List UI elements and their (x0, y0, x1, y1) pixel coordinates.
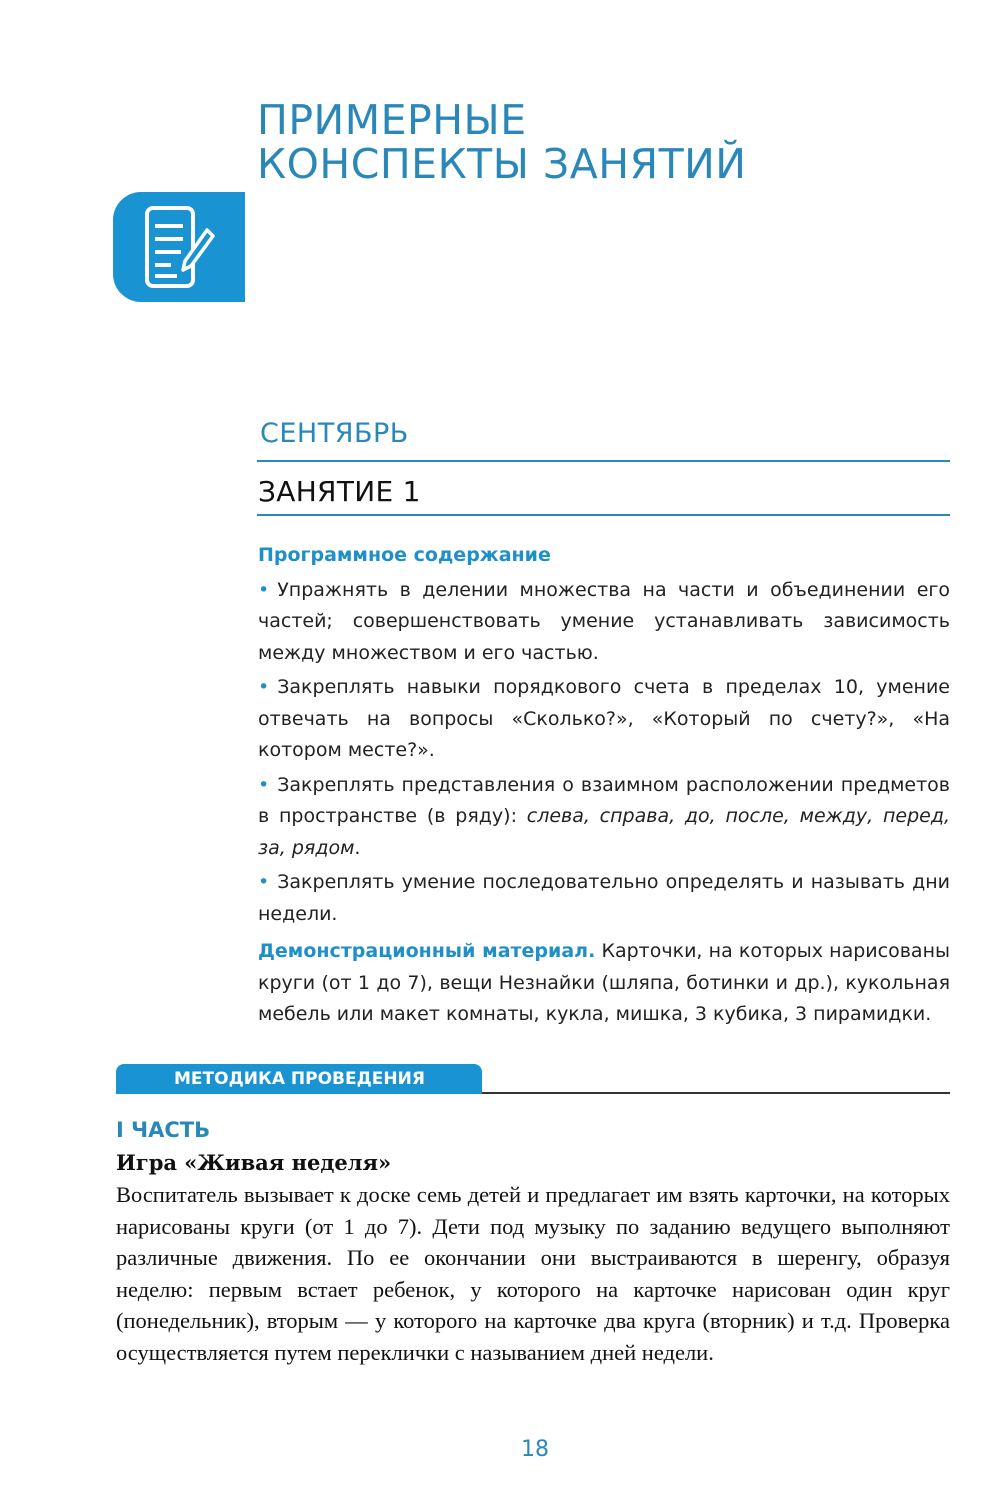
bullet-end: . (354, 836, 361, 859)
bullet-text: Упражнять в делении множества на части и объединении его частей; совершенствовать умение устанавливать зависимость между множеством и его частью. (258, 578, 950, 664)
method-tab: МЕТОДИКА ПРОВЕДЕНИЯ (116, 1064, 482, 1094)
list-item (258, 575, 950, 670)
divider (257, 460, 950, 462)
bullet-text: Закреплять навыки порядкового счета в пределах 10, умение отвечать на вопросы «Сколько?», «Который по счету?», «На котором месте?». (258, 676, 950, 761)
bullet-text: Закреплять представления о взаимном расположении предметов в пространстве (в ряду): (258, 773, 950, 827)
list-item (258, 770, 950, 865)
chapter-title (257, 98, 746, 186)
list-item (258, 672, 950, 767)
divider (257, 514, 950, 516)
lesson-content (258, 540, 950, 1034)
part-heading: I ЧАСТЬ (116, 1118, 211, 1142)
bullet-icon: • (258, 773, 270, 796)
demo-heading: Демонстрационный материал. (258, 940, 596, 962)
game-title: Игра «Живая неделя» (116, 1150, 392, 1175)
bullet-icon: • (258, 578, 270, 601)
demo-text: Карточки, на которых нарисованы круги (от 1 до 7), вещи Незнайки (шляпа, ботинки и др.), кукольная мебель или макет комнаты, кукла, мишка, 3 кубика, 3 пирамидки. (258, 940, 950, 1025)
bullet-text: Закреплять умение последовательно определять и называть дни недели. (258, 871, 950, 925)
bullet-icon: • (258, 871, 270, 893)
bullet-italic-text: слева, справа, до, после, между, перед, за, рядом (258, 805, 950, 859)
program-heading: Программное содержание (258, 544, 551, 566)
lesson-heading: ЗАНЯТИЕ 1 (258, 475, 421, 508)
page-number: 18 (521, 1437, 549, 1462)
chapter-title-line1: ПРИМЕРНЫЕ (257, 96, 527, 144)
divider (482, 1092, 950, 1094)
chapter-icon-box (113, 192, 245, 302)
chapter-title-line2: КОНСПЕКТЫ ЗАНЯТИЙ (257, 140, 747, 188)
list-item (258, 867, 950, 930)
demo-material (258, 936, 950, 1031)
bullet-icon: • (258, 676, 270, 698)
month-heading: СЕНТЯБРЬ (260, 418, 409, 449)
document-pencil-icon (141, 204, 221, 290)
game-text: Воспитатель вызывает к доске семь детей и предлагает им взять карточки, на которых нарисованы круги (от 1 до 7). Дети под музыку по заданию ведущего выполняют различные движения. По ее окончании они выстраиваются в шеренгу, образуя неделю: первым встает ребенок, у которого на карточке нарисован один круг (понедельник), вторым — у которого на карточке два круга (вторник) и т.д. Проверка осуществляется путем переклички с называнием дней недели. (116, 1182, 950, 1365)
